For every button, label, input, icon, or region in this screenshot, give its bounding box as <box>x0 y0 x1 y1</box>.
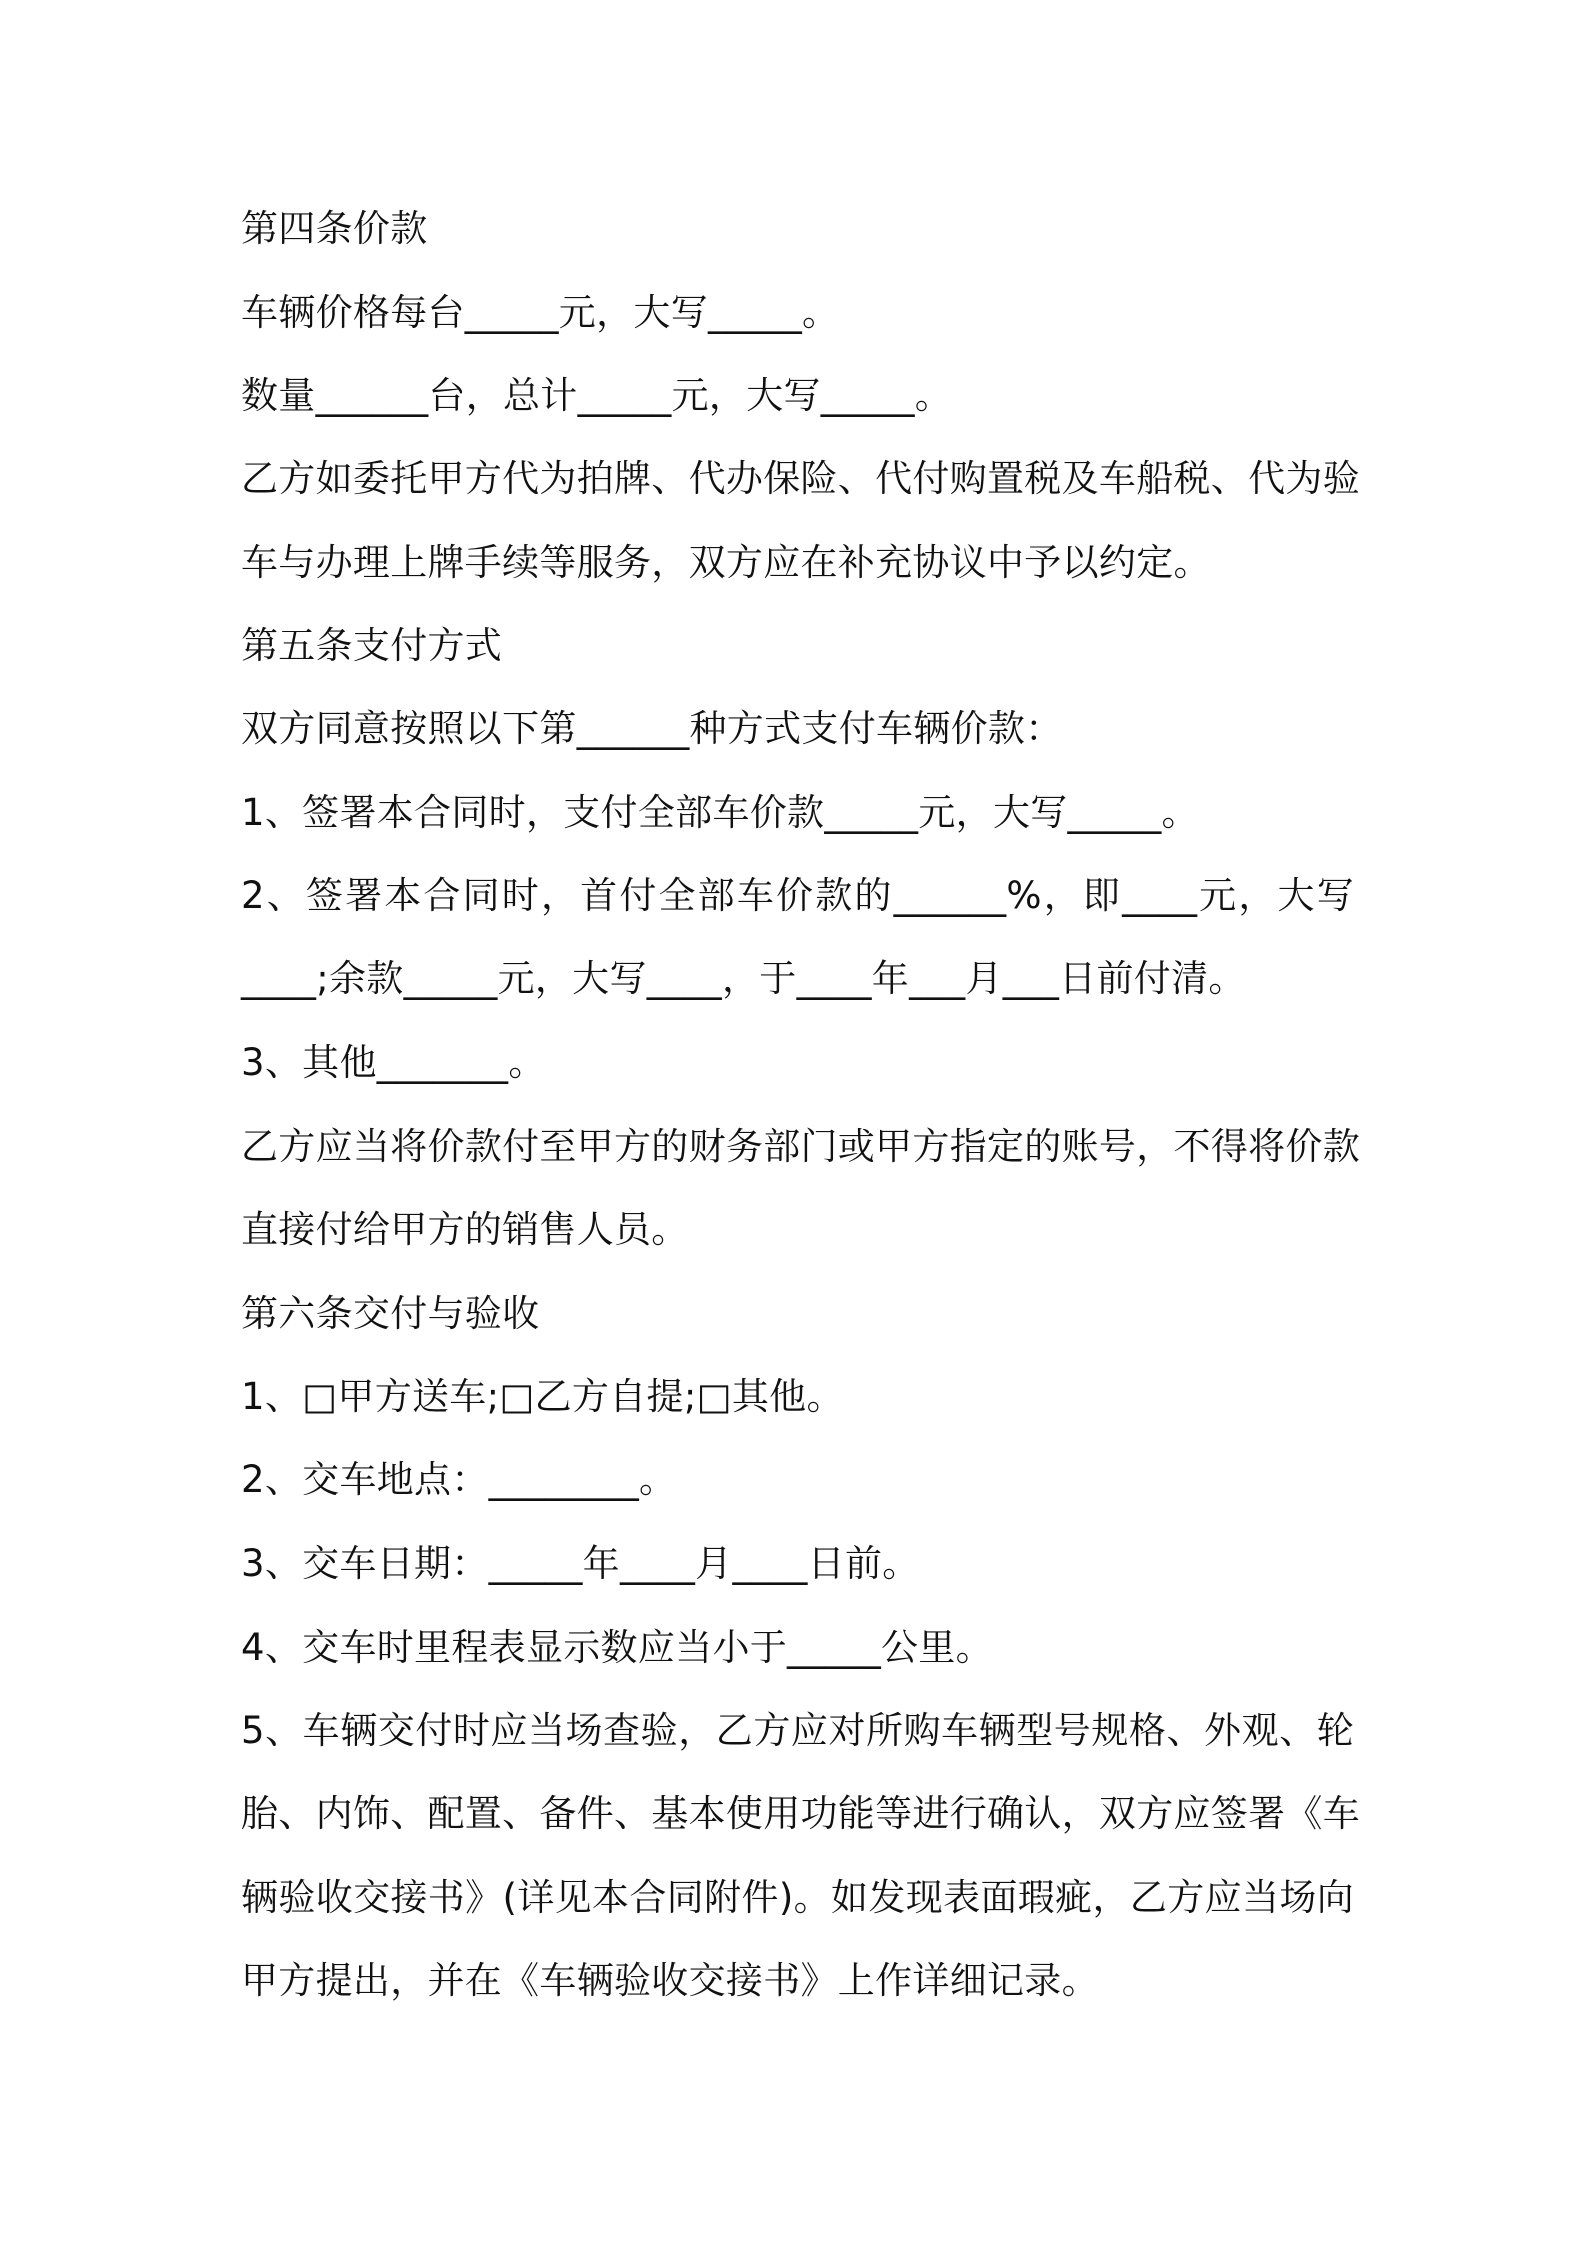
heading-article-5: 第五条支付方式 <box>241 624 503 667</box>
heading-article-6: 第六条交付与验收 <box>241 1292 540 1335</box>
text-line: 3、其他_______。 <box>241 1041 546 1084</box>
text-line: 数量______台，总计_____元，大写_____。 <box>241 374 953 417</box>
text-line: 3、交车日期：_____年____月____日前。 <box>241 1542 920 1585</box>
text-line: 1、□甲方送车;□乙方自提;□其他。 <box>241 1375 844 1418</box>
text-line: ____;余款_____元，大写____，于____年___月___日前付清。 <box>241 957 1246 1000</box>
text-line: 2、签署本合同时，首付全部车价款的______%，即____元，大写 <box>241 874 1354 917</box>
text-line: 车与办理上牌手续等服务，双方应在补充协议中予以约定。 <box>241 541 1211 584</box>
text-line: 车辆价格每台_____元，大写_____。 <box>241 291 840 334</box>
text-line: 乙方如委托甲方代为拍牌、代办保险、代付购置税及车船税、代为验 <box>241 457 1360 500</box>
text-line: 2、交车地点：________。 <box>241 1458 677 1501</box>
text-line: 直接付给甲方的销售人员。 <box>241 1208 689 1251</box>
text-line: 4、交车时里程表显示数应当小于_____公里。 <box>241 1626 993 1669</box>
text-line: 5、车辆交付时应当场查验，乙方应对所购车辆型号规格、外观、轮 <box>241 1709 1354 1752</box>
text-line: 甲方提出，并在《车辆验收交接书》上作详细记录。 <box>241 1959 1099 2002</box>
text-line: 1、签署本合同时，支付全部车价款_____元，大写_____。 <box>241 791 1199 834</box>
text-line: 双方同意按照以下第______种方式支付车辆价款： <box>241 707 1063 750</box>
text-line: 乙方应当将价款付至甲方的财务部门或甲方指定的账号，不得将价款 <box>241 1125 1360 1168</box>
heading-article-4: 第四条价款 <box>241 207 428 250</box>
text-line: 辆验收交接书》(详见本合同附件)。如发现表面瑕疵，乙方应当场向 <box>241 1876 1354 1919</box>
text-line: 胎、内饰、配置、备件、基本使用功能等进行确认，双方应签署《车 <box>241 1792 1360 1835</box>
